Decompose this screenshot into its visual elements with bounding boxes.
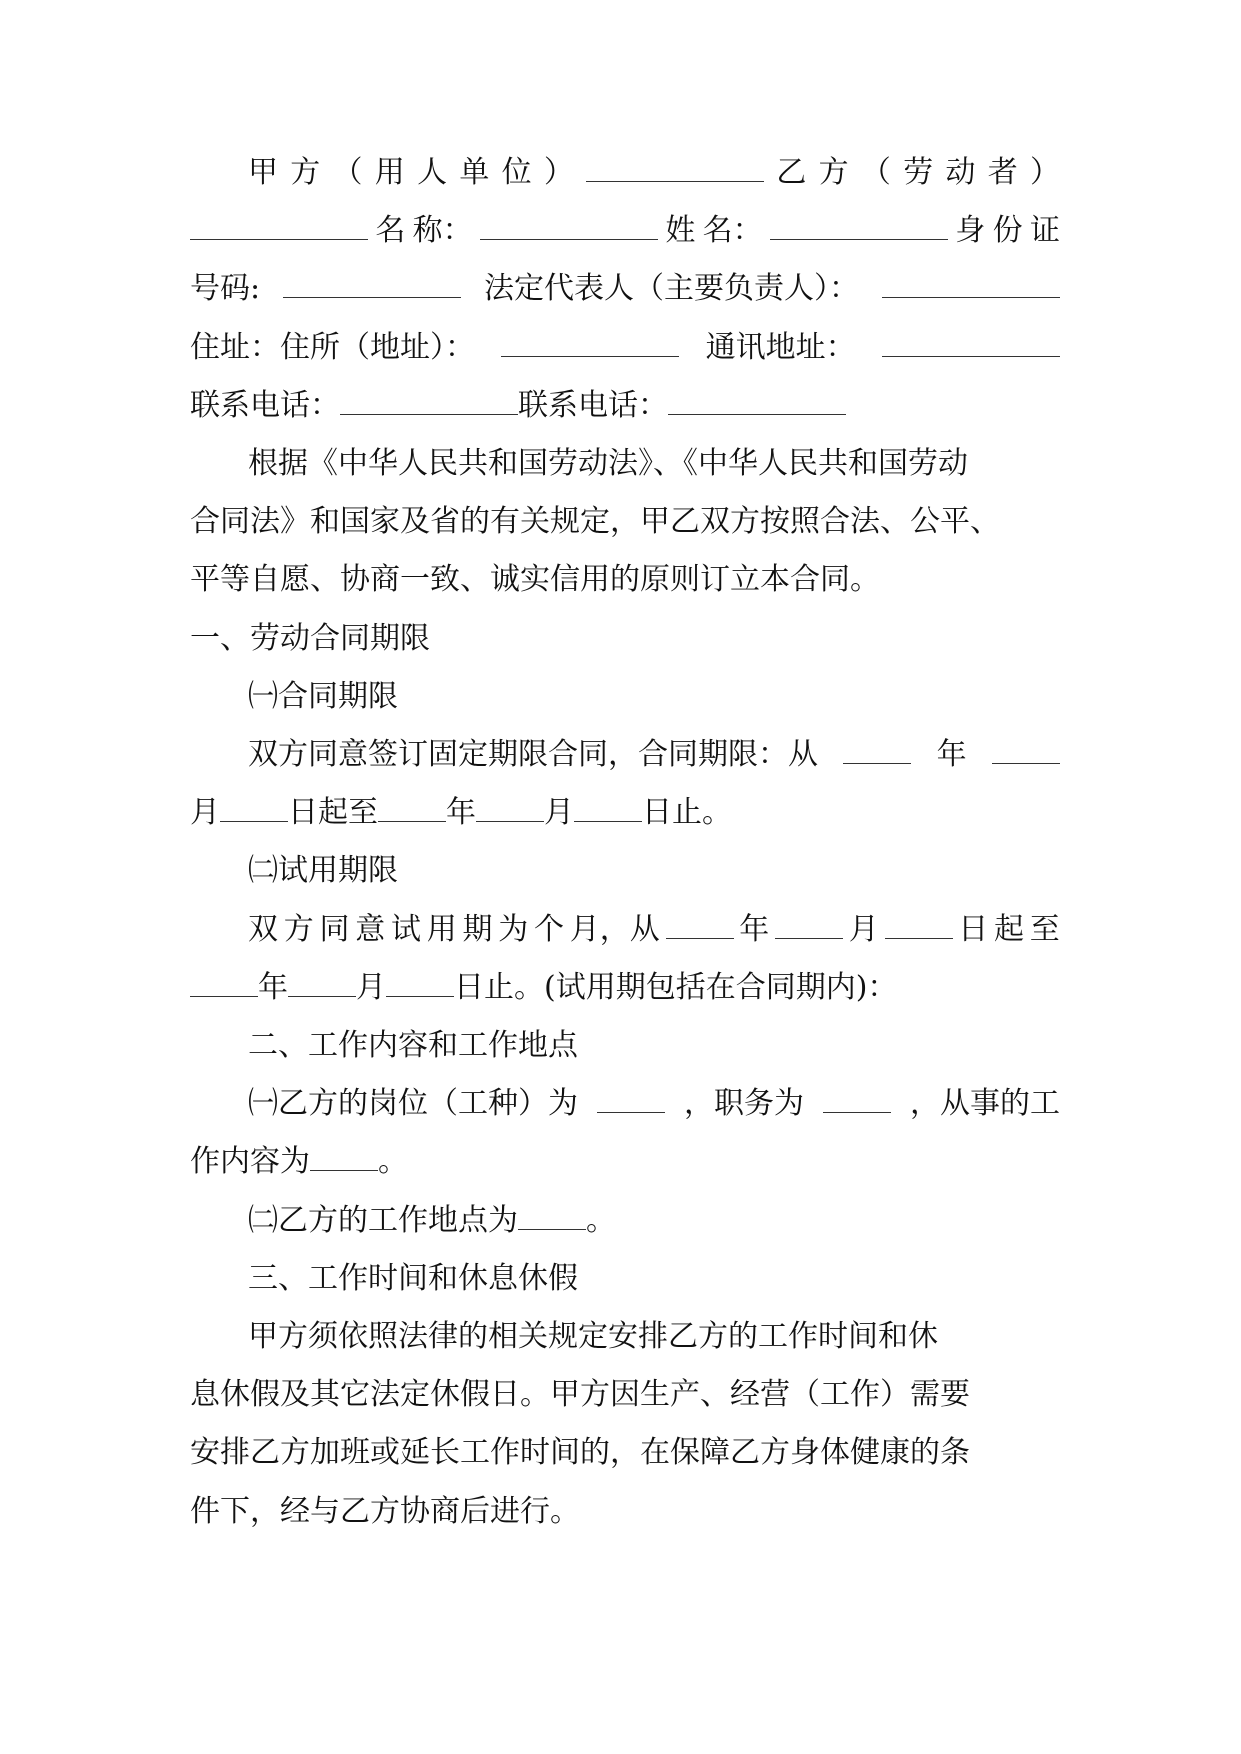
fill-in-blank[interactable]: [386, 966, 454, 997]
text-segment: 至: [1029, 911, 1060, 947]
text-segment: 方: [283, 911, 314, 947]
text-segment: 动: [945, 155, 976, 190]
text-segment: 件下，经与乙方协商后进行。: [190, 1493, 580, 1529]
text-segment: 年: [936, 737, 967, 772]
fill-in-blank[interactable]: [220, 791, 288, 822]
fill-in-blank[interactable]: [992, 733, 1060, 764]
text-segment: 甲: [248, 155, 278, 190]
text-segment: ，从事的工: [910, 1086, 1060, 1122]
text-segment: （: [860, 155, 891, 190]
fill-in-blank[interactable]: [666, 908, 734, 939]
text-segment: 方: [290, 155, 321, 190]
fill-in-blank[interactable]: [882, 326, 1060, 357]
text-segment: 双方同意签订固定期限合同，合同期限：从: [248, 737, 818, 772]
text-segment: 月: [190, 795, 220, 831]
fill-in-blank[interactable]: [823, 1082, 891, 1113]
text-segment: 平等自愿、协商一致、诚实信用的原则订立本合同。: [190, 562, 880, 598]
text-line: [190, 616, 1060, 662]
text-line: [248, 848, 1060, 894]
text-segment: 月: [544, 795, 574, 831]
text-line: [190, 965, 1060, 1011]
text-segment: 份: [992, 213, 1023, 249]
text-segment: ，职务为: [684, 1086, 804, 1122]
text-segment: 试: [391, 911, 421, 947]
text-segment: 方: [818, 155, 849, 190]
text-line: [190, 499, 1060, 545]
fill-in-blank[interactable]: [518, 1199, 586, 1230]
text-segment: 日止。(试用期包括在合同期内)：: [454, 969, 898, 1005]
fill-in-blank[interactable]: [480, 209, 658, 240]
text-segment: ㈡试用期限: [248, 853, 398, 889]
fill-in-blank[interactable]: [770, 209, 948, 240]
text-segment: 年: [258, 969, 288, 1005]
text-segment: 证: [1029, 213, 1060, 249]
fill-in-blank[interactable]: [283, 267, 461, 298]
fill-in-blank[interactable]: [190, 209, 368, 240]
text-segment: 甲方须依照法律的相关规定安排乙方的工作时间和休: [248, 1319, 938, 1354]
text-segment: 三、工作时间和休息休假: [248, 1260, 578, 1296]
fill-in-blank[interactable]: [668, 384, 846, 415]
text-segment: 乙: [776, 155, 807, 190]
text-line: [248, 1198, 1060, 1244]
fill-in-blank[interactable]: [476, 791, 544, 822]
text-segment: 位: [501, 155, 532, 190]
text-line: [248, 1023, 1060, 1069]
text-line: [190, 1489, 1060, 1535]
text-line: [248, 1314, 1060, 1360]
text-segment: 法定代表人（主要负责人）：: [484, 271, 860, 307]
text-segment: 劳: [903, 155, 934, 190]
text-line: [190, 383, 1060, 429]
text-segment: 日止。: [642, 795, 732, 831]
fill-in-blank[interactable]: [597, 1082, 665, 1113]
text-line: [190, 790, 1060, 836]
fill-in-blank[interactable]: [885, 908, 953, 939]
text-segment: 日起至: [288, 795, 378, 831]
text-segment: 住址：住所（地址）：: [190, 329, 475, 365]
text-segment: 二、工作内容和工作地点: [248, 1028, 578, 1063]
text-line: [248, 441, 1060, 487]
text-segment: 通讯地址：: [705, 329, 856, 365]
text-segment: 。: [378, 1144, 408, 1180]
text-segment: 用: [374, 155, 405, 190]
fill-in-blank[interactable]: [586, 151, 764, 182]
text-line: [190, 1430, 1060, 1476]
text-line: [190, 557, 1060, 603]
text-segment: 姓: [665, 213, 696, 249]
text-segment: 月: [356, 969, 386, 1005]
text-segment: 一、劳动合同期限: [190, 620, 430, 656]
text-segment: 月，从: [569, 911, 660, 947]
text-segment: 个: [534, 911, 564, 947]
text-line: [248, 1256, 1060, 1302]
text-segment: 日: [958, 911, 989, 947]
text-segment: （: [332, 155, 363, 190]
text-segment: ㈡乙方的工作地点为: [248, 1202, 518, 1238]
fill-in-blank[interactable]: [501, 326, 679, 357]
text-segment: 用: [426, 911, 457, 947]
text-segment: 年: [739, 911, 770, 947]
text-line: [248, 732, 1060, 778]
text-segment: 期: [462, 911, 493, 947]
text-line: [190, 1139, 1060, 1185]
text-segment: 。: [586, 1202, 616, 1238]
fill-in-blank[interactable]: [882, 267, 1060, 298]
text-line: [248, 1081, 1060, 1127]
text-line: [248, 674, 1060, 720]
fill-in-blank[interactable]: [310, 1140, 378, 1171]
text-segment: 安排乙方加班或延长工作时间的，在保障乙方身体健康的条: [190, 1435, 970, 1471]
text-segment: 联系电话：: [518, 387, 668, 423]
text-line: [190, 208, 1060, 254]
fill-in-blank[interactable]: [843, 733, 911, 764]
text-segment: 名: [375, 213, 406, 249]
fill-in-blank[interactable]: [340, 384, 518, 415]
text-segment: 作内容为: [190, 1144, 310, 1180]
text-segment: 月: [848, 911, 879, 947]
text-segment: 者: [987, 155, 1018, 190]
fill-in-blank[interactable]: [288, 966, 356, 997]
text-line: [248, 907, 1060, 953]
text-segment: 称：: [412, 213, 473, 249]
fill-in-blank[interactable]: [574, 791, 642, 822]
text-segment: 号码:: [190, 271, 261, 307]
text-segment: ㈠合同期限: [248, 678, 398, 714]
text-segment: 起: [994, 911, 1024, 947]
text-segment: 联系电话：: [190, 387, 340, 423]
text-line: [190, 1372, 1060, 1418]
text-line: [190, 325, 1060, 371]
text-segment: 为: [498, 911, 529, 947]
text-segment: 双: [248, 911, 278, 947]
text-segment: 息休假及其它法定休假日。甲方因生产、经营（工作）需要: [190, 1377, 970, 1413]
text-segment: 根据《中华人民共和国劳动法》、《中华人民共和国劳动: [248, 446, 968, 481]
text-segment: 合同法》和国家及省的有关规定，甲乙双方按照合法、公平、: [190, 504, 1000, 540]
text-segment: ）: [1029, 155, 1060, 190]
fill-in-blank[interactable]: [378, 791, 446, 822]
text-segment: 名：: [702, 213, 763, 249]
text-segment: 年: [446, 795, 476, 831]
text-line: [248, 150, 1060, 196]
text-segment: ）: [543, 155, 574, 190]
text-segment: 单: [459, 155, 490, 190]
text-segment: 人: [417, 155, 448, 190]
text-segment: ㈠乙方的岗位（工种）为: [248, 1086, 578, 1122]
text-segment: 身: [955, 213, 986, 249]
fill-in-blank[interactable]: [190, 966, 258, 997]
text-line: [190, 266, 1060, 312]
text-segment: 同: [319, 911, 350, 947]
fill-in-blank[interactable]: [775, 908, 843, 939]
text-segment: 意: [355, 911, 386, 947]
